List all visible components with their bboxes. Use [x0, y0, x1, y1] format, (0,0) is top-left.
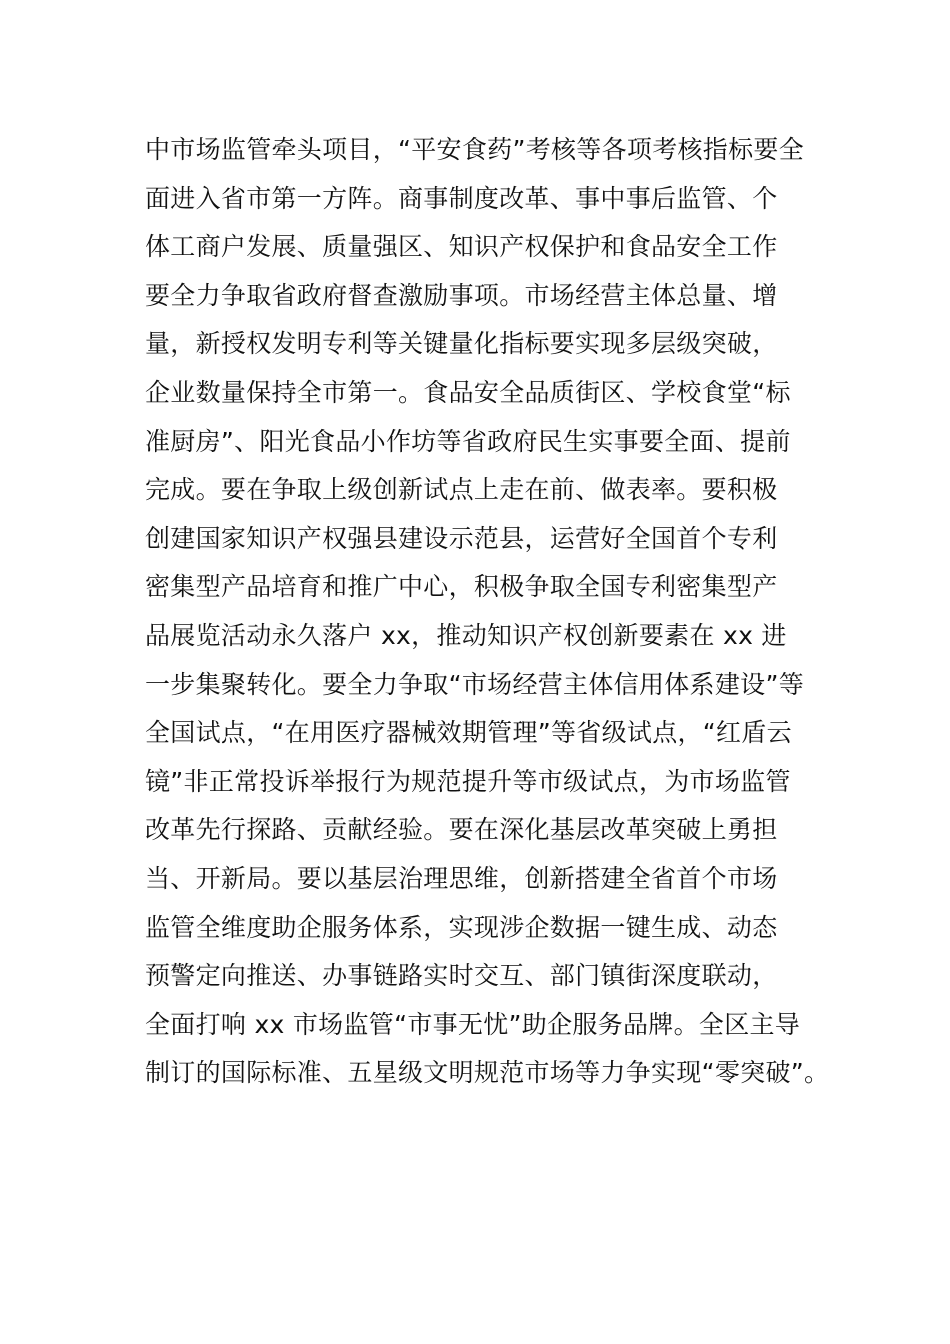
text-line: 全面打响 xx 市场监管“市事无忧”助企服务品牌。全区主导 [145, 1009, 801, 1039]
text-line: 监管全维度助企服务体系，实现涉企数据一键生成、动态 [145, 912, 778, 942]
text-line: 当、开新局。要以基层治理思维，创新搭建全省首个市场 [145, 863, 778, 893]
text-line: 镜”非正常投诉举报行为规范提升等市级试点，为市场监管 [145, 766, 791, 796]
text-line: 预警定向推送、办事链路实时交互、部门镇街深度联动， [145, 961, 778, 991]
text-line: 制订的国际标准、五星级文明规范市场等力争实现“零突破”。 [145, 1058, 830, 1088]
text-line: 企业数量保持全市第一。食品安全品质街区、学校食堂“标 [145, 377, 791, 407]
text-line: 完成。要在争取上级创新试点上走在前、做表率。要积极 [145, 475, 778, 505]
text-line: 一步集聚转化。要全力争取“市场经营主体信用体系建设”等 [145, 669, 805, 699]
body-paragraph [145, 126, 845, 1098]
text-line: 中市场监管牵头项目，“平安食药”考核等各项考核指标要全 [145, 135, 805, 164]
text-line: 品展览活动永久落户 xx，推动知识产权创新要素在 xx 进 [145, 620, 787, 650]
text-line: 面进入省市第一方阵。商事制度改革、事中事后监管、个 [145, 183, 778, 213]
text-line: 创建国家知识产权强县建设示范县，运营好全国首个专利 [145, 523, 778, 553]
text-line: 全国试点，“在用医疗器械效期管理”等省级试点，“红盾云 [145, 718, 792, 748]
text-line: 准厨房”、阳光食品小作坊等省政府民生实事要全面、提前 [145, 426, 791, 456]
text-line: 要全力争取省政府督查激励事项。市场经营主体总量、增 [145, 280, 778, 310]
text-line: 量，新授权发明专利等关键量化指标要实现多层级突破， [145, 329, 778, 359]
text-line: 体工商户发展、质量强区、知识产权保护和食品安全工作 [145, 232, 778, 262]
text-line: 改革先行探路、贡献经验。要在深化基层改革突破上勇担 [145, 815, 778, 845]
text-line: 密集型产品培育和推广中心，积极争取全国专利密集型产 [145, 572, 778, 602]
